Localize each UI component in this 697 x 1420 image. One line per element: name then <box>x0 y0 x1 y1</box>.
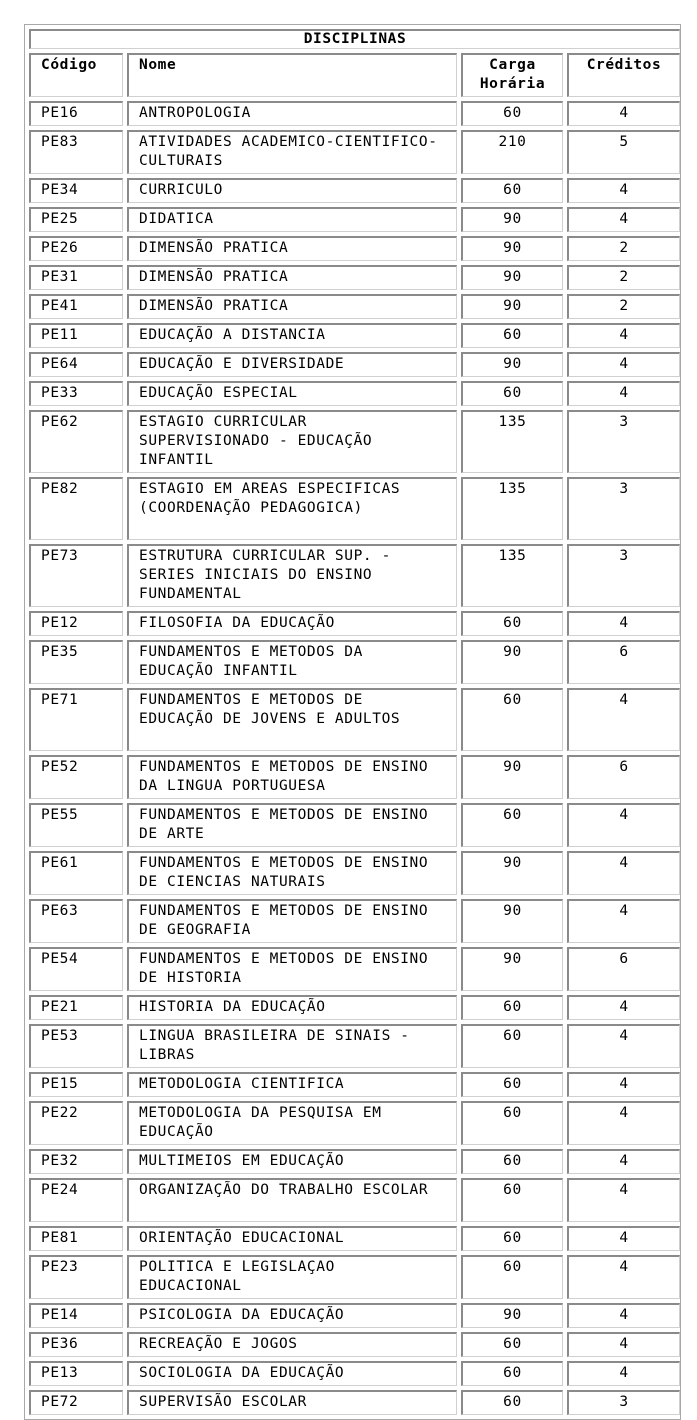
cell-nome: DIMENSÃO PRATICA <box>127 294 457 319</box>
cell-creditos: 4 <box>567 1149 680 1174</box>
cell-carga-horaria: 60 <box>461 995 563 1020</box>
cell-nome: ORIENTAÇÃO EDUCACIONAL <box>127 1226 457 1251</box>
cell-carga-horaria: 90 <box>461 640 563 684</box>
cell-nome: EDUCAÇÃO ESPECIAL <box>127 381 457 406</box>
cell-nome: FUNDAMENTOS E METODOS DE EDUCAÇÃO DE JOVENS E ADULTOS <box>127 688 457 751</box>
cell-creditos: 4 <box>567 207 680 232</box>
cell-codigo: PE54 <box>29 947 123 991</box>
table-row <box>29 323 680 348</box>
cell-codigo: PE41 <box>29 294 123 319</box>
table-row <box>29 101 680 126</box>
table-row <box>29 544 680 607</box>
cell-carga-horaria: 60 <box>461 1390 563 1415</box>
header-carga-horaria: Carga Horária <box>461 53 563 97</box>
cell-carga-horaria: 90 <box>461 352 563 377</box>
cell-creditos: 4 <box>567 352 680 377</box>
cell-carga-horaria: 60 <box>461 1332 563 1357</box>
cell-creditos: 4 <box>567 899 680 943</box>
cell-nome: FUNDAMENTOS E METODOS DE ENSINO DE GEOGRAFIA <box>127 899 457 943</box>
cell-carga-horaria: 60 <box>461 178 563 203</box>
cell-codigo: PE14 <box>29 1303 123 1328</box>
cell-codigo: PE13 <box>29 1361 123 1386</box>
cell-carga-horaria: 60 <box>461 101 563 126</box>
cell-carga-horaria: 60 <box>461 1149 563 1174</box>
cell-nome: ESTRUTURA CURRICULAR SUP. - SERIES INICIAIS DO ENSINO FUNDAMENTAL <box>127 544 457 607</box>
cell-creditos: 4 <box>567 851 680 895</box>
cell-codigo: PE34 <box>29 178 123 203</box>
table-row <box>29 611 680 636</box>
cell-codigo: PE26 <box>29 236 123 261</box>
disciplinas-table-frame <box>24 24 681 1420</box>
cell-carga-horaria: 60 <box>461 1101 563 1145</box>
cell-codigo: PE24 <box>29 1178 123 1222</box>
cell-creditos: 4 <box>567 178 680 203</box>
cell-codigo: PE72 <box>29 1390 123 1415</box>
cell-carga-horaria: 60 <box>461 1072 563 1097</box>
cell-nome: HISTORIA DA EDUCAÇÃO <box>127 995 457 1020</box>
cell-carga-horaria: 60 <box>461 803 563 847</box>
cell-codigo: PE62 <box>29 410 123 473</box>
cell-nome: METODOLOGIA DA PESQUISA EM EDUCAÇÃO <box>127 1101 457 1145</box>
cell-creditos: 6 <box>567 947 680 991</box>
table-row <box>29 477 680 540</box>
cell-carga-horaria: 90 <box>461 755 563 799</box>
table-row <box>29 1024 680 1068</box>
table-row <box>29 294 680 319</box>
table-row <box>29 410 680 473</box>
cell-carga-horaria: 60 <box>461 1361 563 1386</box>
cell-codigo: PE64 <box>29 352 123 377</box>
cell-creditos: 3 <box>567 477 680 540</box>
cell-creditos: 4 <box>567 1303 680 1328</box>
cell-carga-horaria: 60 <box>461 611 563 636</box>
table-row <box>29 236 680 261</box>
cell-nome: DIMENSÃO PRATICA <box>127 236 457 261</box>
table-row <box>29 995 680 1020</box>
cell-carga-horaria: 90 <box>461 265 563 290</box>
cell-creditos: 4 <box>567 1072 680 1097</box>
cell-carga-horaria: 60 <box>461 1255 563 1299</box>
table-row <box>29 640 680 684</box>
table-body <box>29 101 680 1415</box>
cell-creditos: 3 <box>567 544 680 607</box>
table-row <box>29 1303 680 1328</box>
cell-creditos: 2 <box>567 265 680 290</box>
cell-carga-horaria: 60 <box>461 1226 563 1251</box>
cell-creditos: 6 <box>567 755 680 799</box>
cell-nome: FUNDAMENTOS E METODOS DE ENSINO DE ARTE <box>127 803 457 847</box>
header-nome: Nome <box>127 53 457 97</box>
cell-codigo: PE71 <box>29 688 123 751</box>
cell-creditos: 2 <box>567 294 680 319</box>
cell-nome: ATIVIDADES ACADEMICO-CIENTIFICO-CULTURAIS <box>127 130 457 174</box>
cell-codigo: PE35 <box>29 640 123 684</box>
table-row <box>29 1332 680 1357</box>
cell-creditos: 4 <box>567 1361 680 1386</box>
table-row <box>29 1149 680 1174</box>
table-row <box>29 1101 680 1145</box>
table-row <box>29 803 680 847</box>
cell-carga-horaria: 90 <box>461 294 563 319</box>
table-row <box>29 688 680 751</box>
cell-creditos: 4 <box>567 1101 680 1145</box>
disciplinas-table <box>25 25 684 1419</box>
cell-codigo: PE11 <box>29 323 123 348</box>
cell-creditos: 3 <box>567 410 680 473</box>
cell-creditos: 4 <box>567 1226 680 1251</box>
cell-carga-horaria: 90 <box>461 899 563 943</box>
cell-nome: FUNDAMENTOS E METODOS DA EDUCAÇÃO INFANTIL <box>127 640 457 684</box>
cell-nome: METODOLOGIA CIENTIFICA <box>127 1072 457 1097</box>
cell-carga-horaria: 60 <box>461 323 563 348</box>
cell-codigo: PE21 <box>29 995 123 1020</box>
cell-carga-horaria: 90 <box>461 947 563 991</box>
cell-nome: DIDATICA <box>127 207 457 232</box>
cell-nome: FILOSOFIA DA EDUCAÇÃO <box>127 611 457 636</box>
cell-codigo: PE73 <box>29 544 123 607</box>
cell-nome: SUPERVISÃO ESCOLAR <box>127 1390 457 1415</box>
cell-codigo: PE12 <box>29 611 123 636</box>
table-row <box>29 1072 680 1097</box>
cell-nome: LINGUA BRASILEIRA DE SINAIS - LIBRAS <box>127 1024 457 1068</box>
cell-creditos: 4 <box>567 611 680 636</box>
table-row <box>29 1390 680 1415</box>
cell-nome: ESTAGIO CURRICULAR SUPERVISIONADO - EDUCAÇÃO INFANTIL <box>127 410 457 473</box>
cell-carga-horaria: 135 <box>461 544 563 607</box>
table-row <box>29 947 680 991</box>
cell-creditos: 3 <box>567 1390 680 1415</box>
cell-creditos: 4 <box>567 688 680 751</box>
cell-codigo: PE52 <box>29 755 123 799</box>
cell-codigo: PE33 <box>29 381 123 406</box>
cell-codigo: PE15 <box>29 1072 123 1097</box>
cell-carga-horaria: 90 <box>461 207 563 232</box>
cell-creditos: 4 <box>567 1332 680 1357</box>
cell-carga-horaria: 60 <box>461 1024 563 1068</box>
cell-nome: FUNDAMENTOS E METODOS DE ENSINO DA LINGUA PORTUGUESA <box>127 755 457 799</box>
cell-creditos: 4 <box>567 1178 680 1222</box>
header-codigo: Código <box>29 53 123 97</box>
table-title: DISCIPLINAS <box>29 29 680 49</box>
cell-nome: ANTROPOLOGIA <box>127 101 457 126</box>
cell-carga-horaria: 90 <box>461 851 563 895</box>
table-row <box>29 755 680 799</box>
cell-codigo: PE25 <box>29 207 123 232</box>
cell-nome: MULTIMEIOS EM EDUCAÇÃO <box>127 1149 457 1174</box>
cell-nome: FUNDAMENTOS E METODOS DE ENSINO DE HISTORIA <box>127 947 457 991</box>
cell-creditos: 4 <box>567 101 680 126</box>
cell-creditos: 2 <box>567 236 680 261</box>
cell-creditos: 4 <box>567 803 680 847</box>
table-row <box>29 381 680 406</box>
cell-codigo: PE63 <box>29 899 123 943</box>
cell-nome: POLITICA E LEGISLAÇAO EDUCACIONAL <box>127 1255 457 1299</box>
cell-nome: EDUCAÇÃO E DIVERSIDADE <box>127 352 457 377</box>
cell-codigo: PE23 <box>29 1255 123 1299</box>
cell-creditos: 4 <box>567 995 680 1020</box>
cell-nome: SOCIOLOGIA DA EDUCAÇÃO <box>127 1361 457 1386</box>
table-row <box>29 207 680 232</box>
cell-carga-horaria: 60 <box>461 381 563 406</box>
table-row <box>29 1361 680 1386</box>
cell-carga-horaria: 90 <box>461 236 563 261</box>
cell-carga-horaria: 135 <box>461 410 563 473</box>
cell-nome: EDUCAÇÃO A DISTANCIA <box>127 323 457 348</box>
cell-codigo: PE81 <box>29 1226 123 1251</box>
table-row <box>29 178 680 203</box>
cell-codigo: PE55 <box>29 803 123 847</box>
cell-codigo: PE36 <box>29 1332 123 1357</box>
cell-carga-horaria: 135 <box>461 477 563 540</box>
table-row <box>29 1178 680 1222</box>
cell-codigo: PE32 <box>29 1149 123 1174</box>
cell-carga-horaria: 210 <box>461 130 563 174</box>
cell-creditos: 4 <box>567 381 680 406</box>
cell-nome: DIMENSÃO PRATICA <box>127 265 457 290</box>
cell-codigo: PE16 <box>29 101 123 126</box>
cell-nome: RECREAÇÃO E JOGOS <box>127 1332 457 1357</box>
cell-creditos: 4 <box>567 1024 680 1068</box>
table-row <box>29 899 680 943</box>
header-creditos: Créditos <box>567 53 680 97</box>
cell-codigo: PE61 <box>29 851 123 895</box>
cell-nome: FUNDAMENTOS E METODOS DE ENSINO DE CIENCIAS NATURAIS <box>127 851 457 895</box>
cell-creditos: 6 <box>567 640 680 684</box>
table-row <box>29 851 680 895</box>
cell-carga-horaria: 90 <box>461 1303 563 1328</box>
cell-codigo: PE83 <box>29 130 123 174</box>
cell-carga-horaria: 60 <box>461 1178 563 1222</box>
cell-codigo: PE22 <box>29 1101 123 1145</box>
cell-nome: PSICOLOGIA DA EDUCAÇÃO <box>127 1303 457 1328</box>
cell-creditos: 4 <box>567 323 680 348</box>
cell-creditos: 5 <box>567 130 680 174</box>
cell-codigo: PE82 <box>29 477 123 540</box>
cell-codigo: PE31 <box>29 265 123 290</box>
table-row <box>29 265 680 290</box>
table-row <box>29 1226 680 1251</box>
cell-nome: ORGANIZAÇÃO DO TRABALHO ESCOLAR <box>127 1178 457 1222</box>
table-row <box>29 130 680 174</box>
cell-creditos: 4 <box>567 1255 680 1299</box>
table-row <box>29 1255 680 1299</box>
cell-nome: CURRICULO <box>127 178 457 203</box>
cell-codigo: PE53 <box>29 1024 123 1068</box>
table-row <box>29 352 680 377</box>
cell-nome: ESTAGIO EM AREAS ESPECIFICAS (COORDENAÇÃO PEDAGOGICA) <box>127 477 457 540</box>
cell-carga-horaria: 60 <box>461 688 563 751</box>
